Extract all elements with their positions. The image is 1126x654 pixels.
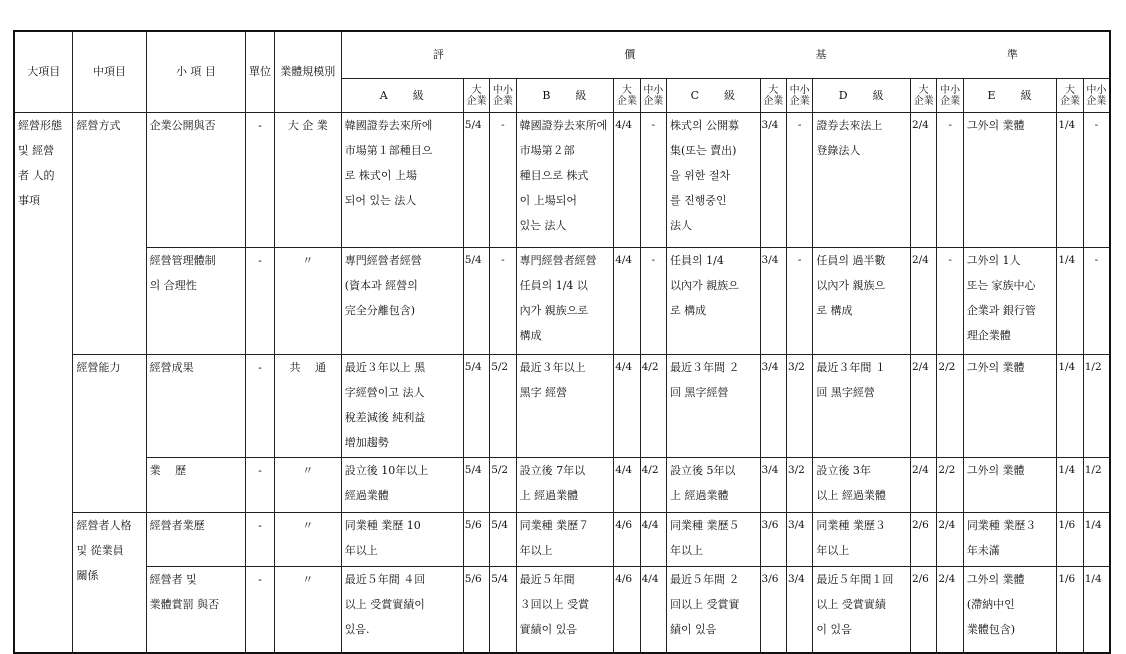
grade-e-large-ratio: 1/4	[1057, 355, 1083, 458]
grade-e-header: E 級	[963, 79, 1057, 113]
grade-b-small-ratio: 4/2	[640, 355, 666, 458]
grade-d-small-ratio: 2/4	[937, 513, 963, 567]
grade-a-small-ratio: 5/4	[490, 513, 516, 567]
grade-b-large-ratio: 4/4	[614, 458, 640, 513]
small-enterprise-header: 中小 企業	[786, 79, 812, 113]
grade-e-large-ratio: 1/6	[1057, 567, 1083, 653]
grade-e-large-ratio: 1/6	[1057, 513, 1083, 567]
small-enterprise-header: 中小 企業	[640, 79, 666, 113]
grade-c-large-ratio: 3/6	[760, 567, 786, 653]
grade-c-small-ratio: 3/4	[786, 513, 812, 567]
grade-a-large-ratio: 5/4	[463, 248, 489, 355]
grade-a-criteria: 同業種 業歷 10 年以上	[341, 513, 463, 567]
grade-e-criteria: 同業種 業歷３ 年未滿	[963, 513, 1057, 567]
grade-d-criteria: 任員의 過半數 以內가 親族으 로 構成	[813, 248, 911, 355]
scale-cell: 〃	[274, 458, 341, 513]
grade-b-criteria: 專門經營者經營 任員의 1/4 以 內가 親族으로 構成	[516, 248, 614, 355]
scale-cell: 共 通	[274, 355, 341, 458]
minor-item-cell: 經營成果	[146, 355, 246, 458]
grade-a-large-ratio: 5/4	[463, 458, 489, 513]
table-row	[14, 513, 1110, 567]
grade-e-small-ratio: 1/4	[1083, 567, 1110, 653]
grade-c-criteria: 同業種 業歷５ 年以上	[667, 513, 761, 567]
grade-a-criteria: 最近５年間 ４回 以上 受賞實績이 있음.	[341, 567, 463, 653]
grade-b-small-ratio: -	[640, 113, 666, 248]
grade-d-large-ratio: 2/4	[910, 458, 936, 513]
grade-a-large-ratio: 5/4	[463, 355, 489, 458]
grade-d-small-ratio: -	[937, 248, 963, 355]
grade-d-criteria: 證券去來法上 登錄法人	[813, 113, 911, 248]
grade-c-large-ratio: 3/4	[760, 458, 786, 513]
header-row-1	[14, 31, 1110, 79]
grade-d-small-ratio: -	[937, 113, 963, 248]
grade-e-large-ratio: 1/4	[1057, 113, 1083, 248]
grade-b-large-ratio: 4/4	[614, 355, 640, 458]
grade-c-large-ratio: 3/4	[760, 113, 786, 248]
grade-c-small-ratio: 3/2	[786, 458, 812, 513]
grade-a-small-ratio: -	[490, 113, 516, 248]
grade-d-criteria: 最近３年間 １ 回 黑字經營	[813, 355, 911, 458]
grade-a-large-ratio: 5/6	[463, 567, 489, 653]
grade-b-small-ratio: 4/2	[640, 458, 666, 513]
grade-d-small-ratio: 2/2	[937, 355, 963, 458]
small-enterprise-header: 中小 企業	[1083, 79, 1110, 113]
minor-item-cell: 經營者 및 業體賞罰 與否	[146, 567, 246, 653]
unit-cell: -	[246, 567, 274, 653]
grade-c-criteria: 最近３年間 ２ 回 黑字經營	[667, 355, 761, 458]
grade-c-criteria: 任員의 1/4 以內가 親族으 로 構成	[667, 248, 761, 355]
col-unit-header: 單位	[246, 31, 274, 113]
scale-cell: 大 企 業	[274, 113, 341, 248]
grade-a-small-ratio: 5/2	[490, 458, 516, 513]
grade-e-large-ratio: 1/4	[1057, 458, 1083, 513]
small-enterprise-header: 中小 企業	[490, 79, 516, 113]
minor-item-cell: 經營管理體制 의 合理性	[146, 248, 246, 355]
grade-a-large-ratio: 5/6	[463, 513, 489, 567]
grade-a-small-ratio: 5/4	[490, 567, 516, 653]
grade-a-small-ratio: -	[490, 248, 516, 355]
grade-e-criteria: 그外의 業體	[963, 355, 1057, 458]
eval-title-char: 價	[624, 48, 636, 61]
evaluation-criteria-header	[341, 31, 1110, 79]
scale-cell: 〃	[274, 248, 341, 355]
grade-e-criteria: 그外의 業體	[963, 113, 1057, 248]
grade-a-header: A 級	[341, 79, 463, 113]
grade-b-large-ratio: 4/6	[614, 513, 640, 567]
unit-cell: -	[246, 513, 274, 567]
middle-item-cell: 經營者人格 및 從業員 關係	[73, 513, 146, 653]
grade-b-criteria: 最近３年以上 黑字 經營	[516, 355, 614, 458]
grade-d-small-ratio: 2/2	[937, 458, 963, 513]
grade-b-large-ratio: 4/4	[614, 113, 640, 248]
grade-e-criteria: 그外의 業體 (滯納中인 業體包含)	[963, 567, 1057, 653]
large-enterprise-header: 大 企業	[1057, 79, 1083, 113]
grade-b-small-ratio: -	[640, 248, 666, 355]
major-item-cell: 經營形態 및 經營 者 人的 事項	[14, 113, 73, 653]
grade-d-criteria: 最近５年間１回 以上 受賞實績 이 있음	[813, 567, 911, 653]
table-row	[14, 355, 1110, 458]
minor-item-cell: 企業公開與否	[146, 113, 246, 248]
grade-b-large-ratio: 4/6	[614, 567, 640, 653]
grade-b-criteria: 同業種 業歷７ 年以上	[516, 513, 614, 567]
middle-item-cell: 經營能力	[73, 355, 146, 513]
grade-b-criteria: 最近５年間 ３回以上 受賞 實績이 있음	[516, 567, 614, 653]
unit-cell: -	[246, 248, 274, 355]
unit-cell: -	[246, 458, 274, 513]
grade-c-large-ratio: 3/4	[760, 248, 786, 355]
grade-c-criteria: 株式의 公開募 集(또는 賣出) 을 위한 절차 를 진행중인 法人	[667, 113, 761, 248]
grade-c-large-ratio: 3/6	[760, 513, 786, 567]
eval-title-char: 準	[1006, 48, 1018, 61]
grade-b-small-ratio: 4/4	[640, 513, 666, 567]
scale-cell: 〃	[274, 513, 341, 567]
grade-d-large-ratio: 2/4	[910, 355, 936, 458]
eval-title-char: 基	[815, 48, 827, 61]
grade-c-large-ratio: 3/4	[760, 355, 786, 458]
grade-d-large-ratio: 2/6	[910, 567, 936, 653]
small-enterprise-header: 中小 企業	[937, 79, 963, 113]
grade-b-criteria: 設立後 7年以 上 經過業體	[516, 458, 614, 513]
grade-d-large-ratio: 2/6	[910, 513, 936, 567]
grade-b-header: B 級	[516, 79, 614, 113]
large-enterprise-header: 大 企業	[614, 79, 640, 113]
table-row	[14, 113, 1110, 248]
large-enterprise-header: 大 企業	[463, 79, 489, 113]
table-row	[14, 567, 1110, 653]
grade-d-large-ratio: 2/4	[910, 113, 936, 248]
table-row	[14, 248, 1110, 355]
grade-a-criteria: 專門經營者經營 (資本과 經營의 完全分離包含)	[341, 248, 463, 355]
grade-e-small-ratio: -	[1083, 113, 1110, 248]
unit-cell: -	[246, 113, 274, 248]
table-row	[14, 458, 1110, 513]
large-enterprise-header: 大 企業	[910, 79, 936, 113]
grade-e-small-ratio: -	[1083, 248, 1110, 355]
grade-e-small-ratio: 1/2	[1083, 355, 1110, 458]
col-middle-header: 中項目	[73, 31, 146, 113]
grade-e-large-ratio: 1/4	[1057, 248, 1083, 355]
evaluation-criteria-table	[13, 30, 1111, 654]
col-minor-header: 小 項 目	[146, 31, 246, 113]
grade-d-large-ratio: 2/4	[910, 248, 936, 355]
col-major-header: 大項目	[14, 31, 73, 113]
grade-c-small-ratio: 3/4	[786, 567, 812, 653]
grade-e-criteria: 그外의 1人 또는 家族中心 企業과 銀行管 理企業體	[963, 248, 1057, 355]
grade-c-criteria: 最近５年間 ２ 回以上 受賞實 績이 있음	[667, 567, 761, 653]
grade-e-criteria: 그外의 業體	[963, 458, 1057, 513]
grade-c-small-ratio: 3/2	[786, 355, 812, 458]
grade-a-criteria: 最近３年以上 黑 字經營이고 法人 稅差減後 純利益 增加趨勢	[341, 355, 463, 458]
grade-d-small-ratio: 2/4	[937, 567, 963, 653]
grade-c-header: C 級	[667, 79, 761, 113]
grade-b-large-ratio: 4/4	[614, 248, 640, 355]
eval-title-char: 評	[432, 48, 444, 61]
col-scale-header: 業體規模別	[274, 31, 341, 113]
grade-c-small-ratio: -	[786, 248, 812, 355]
middle-item-cell: 經營方式	[73, 113, 146, 355]
grade-b-criteria: 韓國證券去來所에 市場第２部 種目으로 株式 이 上場되어 있는 法人	[516, 113, 614, 248]
minor-item-cell: 經營者業歷	[146, 513, 246, 567]
grade-b-small-ratio: 4/4	[640, 567, 666, 653]
unit-cell: -	[246, 355, 274, 458]
grade-a-criteria: 設立後 10年以上 經過業體	[341, 458, 463, 513]
evaluation-criteria-document	[13, 30, 1111, 640]
grade-e-small-ratio: 1/4	[1083, 513, 1110, 567]
grade-a-criteria: 韓國證券去來所에 市場第１部種目으 로 株式이 上場 되어 있는 法人	[341, 113, 463, 248]
grade-a-small-ratio: 5/2	[490, 355, 516, 458]
minor-item-cell: 業 歷	[146, 458, 246, 513]
grade-a-large-ratio: 5/4	[463, 113, 489, 248]
grade-d-criteria: 設立後 3年 以上 經過業體	[813, 458, 911, 513]
large-enterprise-header: 大 企業	[760, 79, 786, 113]
grade-c-small-ratio: -	[786, 113, 812, 248]
grade-d-criteria: 同業種 業歷３ 年以上	[813, 513, 911, 567]
grade-d-header: D 級	[813, 79, 911, 113]
grade-c-criteria: 設立後 5年以 上 經過業體	[667, 458, 761, 513]
scale-cell: 〃	[274, 567, 341, 653]
grade-e-small-ratio: 1/2	[1083, 458, 1110, 513]
